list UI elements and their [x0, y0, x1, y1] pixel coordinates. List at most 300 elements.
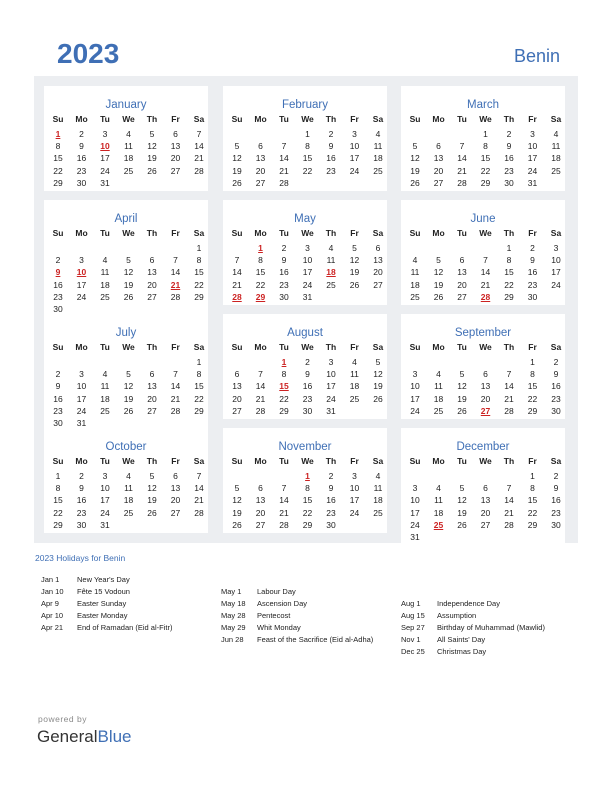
weekday-header: Su — [231, 228, 243, 238]
holiday-date: Apr 9 — [41, 599, 59, 608]
calendar-day: 27 — [255, 519, 266, 530]
weekday-header: Mo — [254, 228, 267, 238]
calendar-day: 18 — [410, 279, 420, 290]
holiday-name: Ascension Day — [257, 599, 308, 608]
calendar-day: 30 — [279, 291, 289, 302]
weekday-header: Th — [325, 456, 337, 466]
month-march — [401, 86, 565, 191]
year-title: 2023 — [57, 38, 120, 69]
calendar-day: 31 — [302, 291, 313, 302]
calendar-day: 23 — [504, 165, 514, 176]
weekday-header: We — [301, 342, 314, 352]
calendar-day: 18 — [551, 153, 561, 164]
calendar-day: 22 — [302, 507, 313, 518]
calendar-day: 20 — [170, 495, 181, 506]
holiday-name: Assumption — [437, 611, 477, 620]
calendar-day: 5 — [149, 471, 155, 481]
calendar-day: 20 — [255, 507, 266, 518]
calendar-day: 8 — [281, 369, 287, 380]
calendar-day: 8 — [55, 141, 61, 152]
calendar-day: 14 — [170, 267, 181, 278]
weekday-header: Su — [52, 114, 64, 124]
calendar-day: 2 — [79, 129, 84, 139]
weekday-header: Fr — [528, 114, 537, 124]
holiday-name: Fête 15 Vodoun — [77, 587, 130, 596]
calendar-day: 24 — [410, 405, 420, 416]
holiday-name: Pentecost — [257, 611, 291, 620]
calendar-day: 1 — [506, 243, 512, 253]
holiday-day: 10 — [76, 267, 87, 278]
weekday-header: We — [122, 228, 135, 238]
calendar-day: 20 — [255, 165, 266, 176]
calendar-day: 25 — [551, 165, 561, 176]
weekday-header: Mo — [432, 456, 445, 466]
calendar-day: 13 — [147, 381, 157, 392]
calendar-day: 27 — [373, 279, 383, 290]
calendar-day: 31 — [76, 418, 87, 428]
calendar-day: 25 — [326, 279, 336, 290]
weekday-header: We — [122, 114, 135, 124]
calendar-day: 17 — [551, 267, 561, 278]
calendar-day: 8 — [196, 255, 202, 266]
month-name: December — [456, 441, 510, 453]
calendar-day: 25 — [123, 507, 134, 518]
calendar-day: 4 — [375, 471, 381, 481]
month-august — [223, 314, 387, 419]
calendar-day: 18 — [123, 153, 134, 164]
calendar-day: 12 — [147, 141, 157, 152]
calendar-day: 7 — [281, 483, 287, 494]
calendar-day: 25 — [123, 165, 134, 176]
calendar-day: 5 — [412, 141, 418, 152]
brand-general: General — [37, 727, 98, 746]
month-november — [223, 428, 387, 533]
calendar-day: 24 — [410, 519, 420, 530]
calendar-day: 22 — [279, 393, 289, 404]
holiday-date: May 29 — [221, 623, 246, 632]
calendar-day: 11 — [100, 381, 110, 392]
calendar-day: 10 — [527, 141, 538, 152]
holiday-date: Jan 10 — [41, 587, 64, 596]
calendar-day: 28 — [504, 519, 514, 530]
calendar-day: 3 — [328, 357, 334, 367]
calendar-day: 7 — [459, 141, 465, 152]
holiday-date: Apr 21 — [41, 623, 64, 632]
calendar-day: 18 — [100, 279, 110, 290]
calendar-day: 11 — [434, 381, 443, 392]
calendar-day: 21 — [504, 507, 514, 518]
calendar-day: 14 — [457, 153, 467, 164]
calendar-day: 10 — [349, 483, 360, 494]
calendar-day: 21 — [194, 495, 204, 506]
holiday-name: Christmas Day — [437, 647, 487, 656]
weekday-header: Tu — [279, 456, 289, 466]
weekday-header: Su — [409, 114, 421, 124]
calendar-day: 19 — [123, 279, 134, 290]
weekday-header: Su — [409, 456, 421, 466]
holiday-name: Easter Monday — [77, 611, 128, 620]
calendar-day: 25 — [349, 393, 360, 404]
calendar-day: 2 — [553, 357, 559, 367]
calendar-day: 4 — [328, 243, 334, 253]
calendar-day: 27 — [147, 405, 157, 416]
calendar-day: 28 — [170, 291, 181, 302]
calendar-day: 14 — [232, 267, 242, 278]
weekday-header: Tu — [457, 456, 467, 466]
calendar-day: 18 — [373, 153, 383, 164]
calendar-day: 12 — [457, 495, 467, 506]
holiday-day: 28 — [480, 291, 491, 302]
calendar-day: 7 — [196, 471, 202, 481]
calendar-day: 12 — [433, 267, 444, 278]
weekday-header: We — [479, 456, 492, 466]
calendar-day: 30 — [53, 418, 63, 428]
weekday-header: Mo — [75, 228, 88, 238]
calendar-day: 14 — [504, 495, 514, 506]
calendar-day: 12 — [123, 267, 134, 278]
month-name: October — [105, 441, 147, 453]
calendar-day: 18 — [100, 393, 110, 404]
calendar-day: 12 — [457, 381, 467, 392]
calendar-day: 26 — [410, 177, 420, 188]
calendar-day: 14 — [170, 381, 181, 392]
month-january — [44, 86, 208, 191]
brand-logo — [37, 727, 132, 747]
calendar-day: 8 — [530, 369, 535, 380]
calendar-day: 31 — [326, 405, 336, 416]
weekday-header: Sa — [372, 228, 384, 238]
calendar-day: 23 — [326, 165, 336, 176]
calendar-day: 7 — [506, 483, 512, 494]
weekday-header: Fr — [171, 114, 180, 124]
weekday-header: Th — [146, 342, 158, 352]
holiday-date: Jun 28 — [221, 635, 244, 644]
calendar-day: 12 — [232, 495, 242, 506]
calendar-day: 21 — [480, 279, 491, 290]
calendar-day: 24 — [349, 165, 360, 176]
calendar-day: 2 — [530, 243, 535, 253]
calendar-day: 19 — [433, 279, 444, 290]
calendar-day: 15 — [480, 153, 491, 164]
holiday-date: Jan 1 — [41, 575, 60, 584]
calendar-day: 1 — [196, 243, 202, 253]
calendar-day: 3 — [79, 369, 84, 380]
calendar-day: 7 — [258, 369, 263, 380]
weekday-header: Sa — [193, 228, 205, 238]
calendar-day: 24 — [349, 507, 360, 518]
calendar-day: 31 — [527, 177, 538, 188]
calendar-day: 7 — [173, 255, 178, 266]
calendar-day: 8 — [305, 141, 310, 152]
calendar-day: 1 — [196, 357, 202, 367]
calendar-day: 24 — [100, 165, 110, 176]
calendar-day: 2 — [506, 129, 512, 139]
calendar-day: 7 — [506, 369, 512, 380]
weekday-header: Sa — [372, 114, 384, 124]
calendar-day: 17 — [302, 267, 313, 278]
calendar-day: 10 — [551, 255, 561, 266]
calendar-day: 21 — [170, 393, 181, 404]
calendar-day: 14 — [504, 381, 514, 392]
calendar-day: 10 — [349, 141, 360, 152]
calendar-day: 14 — [194, 483, 204, 494]
holiday-name: Labour Day — [257, 587, 296, 596]
calendar-day: 8 — [305, 483, 310, 494]
calendar-day: 30 — [53, 304, 63, 314]
holidays-title: 2023 Holidays for Benin — [35, 553, 126, 563]
month-name: September — [454, 327, 512, 339]
calendar-day: 28 — [279, 519, 289, 530]
calendar-day: 22 — [194, 279, 204, 290]
calendar-day: 4 — [102, 255, 108, 266]
weekday-header: Mo — [75, 342, 88, 352]
calendar-day: 11 — [124, 483, 133, 494]
calendar-day: 6 — [149, 255, 155, 266]
weekday-header: Sa — [193, 456, 205, 466]
holiday-day: 1 — [281, 357, 287, 367]
calendar-day: 9 — [281, 255, 287, 266]
calendar-day: 22 — [527, 507, 538, 518]
calendar-day: 13 — [170, 483, 181, 494]
brand-blue: Blue — [97, 727, 132, 746]
calendar-day: 15 — [53, 153, 63, 164]
calendar-day: 3 — [412, 483, 418, 494]
weekday-header: Tu — [457, 342, 467, 352]
holiday-name: Independence Day — [437, 599, 500, 608]
calendar-day: 5 — [375, 357, 381, 367]
calendar-day: 21 — [504, 393, 514, 404]
holiday-date: Sep 27 — [401, 623, 425, 632]
calendar-day: 7 — [281, 141, 287, 152]
calendar-day: 18 — [433, 393, 444, 404]
weekday-header: Fr — [171, 456, 180, 466]
weekday-header: Tu — [457, 228, 467, 238]
calendar-day: 5 — [459, 369, 465, 380]
calendar-day: 8 — [483, 141, 488, 152]
calendar-day: 29 — [527, 405, 538, 416]
calendar-day: 17 — [326, 381, 336, 392]
calendar-day: 5 — [436, 255, 441, 266]
calendar-day: 1 — [530, 471, 535, 481]
weekday-header: We — [479, 228, 492, 238]
calendar-day: 4 — [553, 129, 559, 139]
calendar-day: 28 — [194, 165, 204, 176]
calendar-day: 24 — [326, 393, 336, 404]
holiday-date: Nov 1 — [401, 635, 421, 644]
holiday-date: Aug 15 — [401, 611, 425, 620]
calendar-day: 26 — [123, 291, 134, 302]
calendar-day: 27 — [170, 165, 181, 176]
calendar-day: 1 — [55, 471, 61, 481]
month-may — [223, 200, 387, 305]
weekday-header: Tu — [100, 114, 110, 124]
calendar-day: 24 — [551, 279, 561, 290]
calendar-day: 4 — [375, 129, 381, 139]
holiday-date: May 28 — [221, 611, 246, 620]
weekday-header: Mo — [254, 456, 267, 466]
calendar-day: 8 — [530, 483, 535, 494]
calendar-day: 10 — [302, 255, 313, 266]
calendar-day: 27 — [255, 177, 266, 188]
calendar-day: 23 — [53, 405, 63, 416]
weekday-header: Tu — [100, 342, 110, 352]
calendar-day: 15 — [194, 381, 204, 392]
calendar-day: 31 — [410, 532, 420, 542]
calendar-day: 25 — [433, 405, 444, 416]
holiday-day: 25 — [433, 519, 444, 530]
weekday-header: Fr — [171, 342, 180, 352]
powered-by-text: powered by — [38, 714, 87, 724]
weekday-header: Fr — [171, 228, 180, 238]
calendar-day: 16 — [302, 381, 313, 392]
calendar-day: 27 — [480, 519, 491, 530]
calendar-day: 29 — [279, 405, 289, 416]
calendar-day: 13 — [480, 381, 491, 392]
weekday-header: We — [301, 228, 314, 238]
holiday-name: Birthday of Muhammad (Mawlid) — [437, 623, 545, 632]
weekday-header: Sa — [550, 342, 562, 352]
weekday-header: Tu — [279, 342, 289, 352]
holiday-name: New Year's Day — [77, 575, 130, 584]
calendar-day: 11 — [373, 141, 383, 152]
calendar-day: 5 — [459, 483, 465, 494]
calendar-day: 20 — [170, 153, 181, 164]
weekday-header: Su — [409, 342, 421, 352]
calendar-day: 4 — [436, 369, 441, 380]
month-name: May — [294, 213, 316, 225]
calendar-day: 20 — [147, 393, 157, 404]
calendar-day: 3 — [352, 129, 357, 139]
holiday-day: 1 — [55, 129, 61, 139]
weekday-header: We — [301, 114, 314, 124]
calendar-day: 3 — [530, 129, 535, 139]
calendar-day: 6 — [483, 483, 488, 494]
calendar-day: 1 — [305, 129, 310, 139]
weekday-header: Fr — [528, 228, 537, 238]
calendar-day: 12 — [232, 153, 242, 164]
weekday-header: Th — [146, 456, 158, 466]
calendar-day: 30 — [302, 405, 313, 416]
calendar-day: 24 — [76, 291, 87, 302]
weekday-header: Su — [231, 456, 243, 466]
calendar-day: 5 — [352, 243, 357, 253]
calendar-day: 30 — [326, 519, 336, 530]
weekday-header: Tu — [100, 228, 110, 238]
calendar-day: 9 — [506, 141, 512, 152]
calendar-day: 17 — [349, 495, 360, 506]
calendar-day: 9 — [305, 369, 310, 380]
calendar-day: 18 — [349, 381, 360, 392]
calendar-day: 17 — [76, 393, 87, 404]
month-june — [401, 200, 565, 305]
calendar-day: 16 — [551, 381, 561, 392]
weekday-header: Th — [503, 342, 515, 352]
calendar-day: 30 — [551, 519, 561, 530]
calendar-day: 15 — [504, 267, 514, 278]
calendar-day: 15 — [53, 495, 63, 506]
calendar-day: 20 — [480, 393, 491, 404]
calendar-day: 17 — [100, 153, 110, 164]
calendar-day: 19 — [457, 393, 467, 404]
calendar-day: 19 — [373, 381, 383, 392]
holiday-day: 15 — [279, 381, 289, 392]
calendar-day: 22 — [53, 507, 63, 518]
calendar-day: 2 — [553, 471, 559, 481]
country-title: Benin — [513, 46, 560, 66]
calendar-day: 14 — [279, 153, 289, 164]
calendar-day: 12 — [123, 381, 134, 392]
weekday-header: Su — [409, 228, 421, 238]
calendar-day: 29 — [527, 519, 538, 530]
calendar-day: 26 — [147, 165, 157, 176]
calendar-day: 13 — [373, 255, 383, 266]
calendar-day: 23 — [527, 279, 538, 290]
calendar-day: 11 — [551, 141, 561, 152]
weekday-header: Su — [52, 228, 64, 238]
calendar-day: 20 — [480, 507, 491, 518]
calendar-day: 15 — [527, 381, 538, 392]
calendar-day: 17 — [76, 279, 87, 290]
calendar-day: 10 — [410, 495, 420, 506]
holiday-name: Whit Monday — [257, 623, 301, 632]
calendar-day: 5 — [234, 483, 240, 494]
calendar-day: 21 — [457, 165, 467, 176]
calendar-day: 27 — [433, 177, 444, 188]
calendar-day: 25 — [410, 291, 420, 302]
calendar-day: 14 — [480, 267, 491, 278]
calendar-day: 30 — [504, 177, 514, 188]
calendar-day: 6 — [436, 141, 441, 152]
calendar-day: 1 — [530, 357, 535, 367]
calendar-day: 13 — [147, 267, 157, 278]
calendar-day: 6 — [459, 255, 465, 266]
holiday-day: 18 — [326, 267, 336, 278]
calendar-day: 16 — [53, 279, 63, 290]
holiday-date: Aug 1 — [401, 599, 421, 608]
calendar-day: 2 — [281, 243, 287, 253]
weekday-header: Tu — [457, 114, 467, 124]
calendar-day: 16 — [326, 153, 336, 164]
calendar-day: 27 — [147, 291, 157, 302]
calendar-day: 12 — [349, 255, 360, 266]
calendar-day: 11 — [100, 267, 110, 278]
calendar-day: 23 — [302, 393, 313, 404]
month-february — [223, 86, 387, 191]
calendar-day: 11 — [373, 483, 383, 494]
calendar-day: 23 — [76, 165, 87, 176]
weekday-header: Sa — [193, 342, 205, 352]
calendar-day: 21 — [232, 279, 242, 290]
calendar-day: 26 — [147, 507, 157, 518]
weekday-header: Th — [325, 342, 337, 352]
calendar-day: 21 — [279, 507, 289, 518]
weekday-header: Su — [231, 114, 243, 124]
calendar-day: 17 — [410, 393, 420, 404]
calendar-day: 23 — [53, 291, 63, 302]
calendar-day: 29 — [194, 405, 204, 416]
month-april — [44, 200, 208, 318]
month-september — [401, 314, 565, 419]
calendar-day: 13 — [170, 141, 181, 152]
month-name: March — [467, 99, 499, 111]
calendar-day: 25 — [100, 405, 110, 416]
calendar-day: 13 — [255, 495, 266, 506]
calendar-day: 5 — [149, 129, 155, 139]
weekday-header: Mo — [75, 114, 88, 124]
calendar-day: 8 — [506, 255, 512, 266]
calendar-day: 10 — [100, 483, 110, 494]
weekday-header: We — [122, 456, 135, 466]
